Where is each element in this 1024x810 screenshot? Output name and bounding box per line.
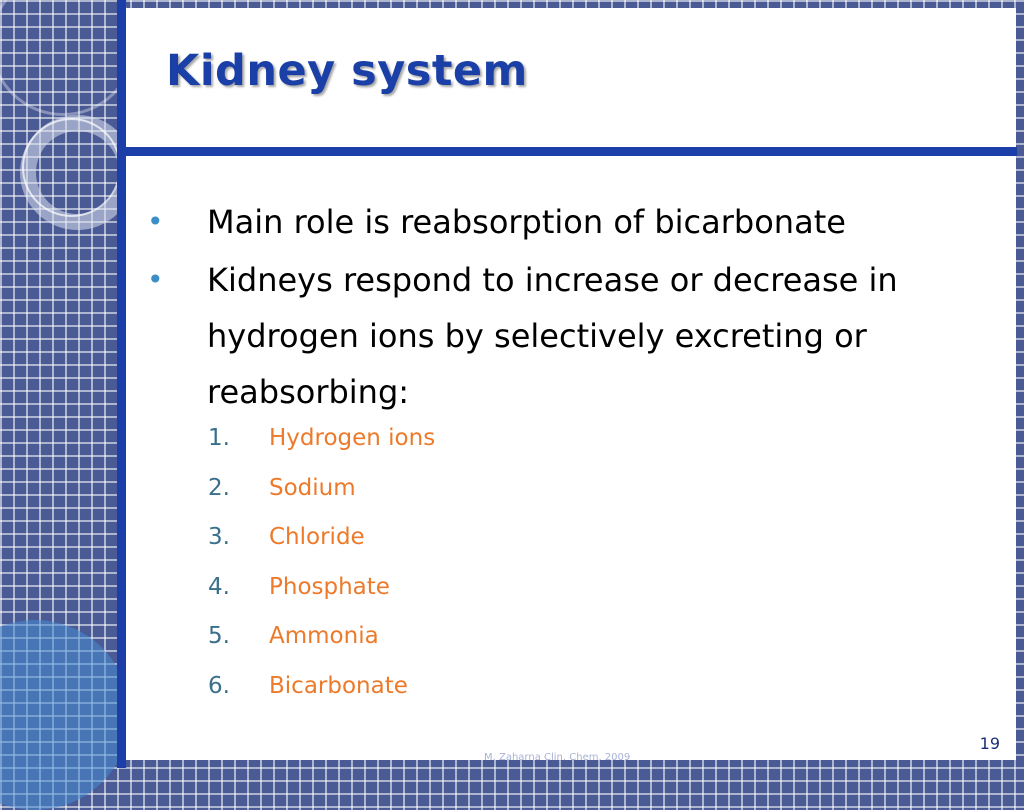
page-number: 19: [979, 734, 1000, 753]
list-label: Ammonia: [269, 623, 379, 649]
footer-credit: M. Zaharna Clin. Chem. 2009: [484, 752, 631, 763]
bullet-list: [144, 194, 994, 422]
title-area: [126, 8, 1016, 147]
list-number: 5.: [208, 623, 230, 649]
list-number: 6.: [208, 672, 230, 699]
bullet-text: Main role is reabsorption of bicarbonate: [207, 203, 846, 241]
vertical-accent-bar: [117, 0, 126, 768]
bullet-icon: •: [147, 205, 164, 238]
list-label: Hydrogen ions: [269, 425, 436, 451]
slide-title: Kidney system: [166, 46, 528, 96]
content-area: [126, 156, 1016, 763]
decorative-circle: [0, 620, 130, 810]
bullet-icon: •: [147, 263, 164, 296]
horizontal-accent-bar: [117, 147, 1017, 156]
list-number: 3.: [208, 524, 230, 550]
bullet-item: [144, 252, 994, 420]
list-number: 4.: [208, 573, 230, 600]
bullet-item: [144, 194, 994, 250]
decorative-ring: [0, 0, 136, 116]
list-label: Sodium: [269, 474, 356, 501]
list-label: Phosphate: [269, 573, 390, 600]
bullet-text: Kidneys respond to increase or decrease in hydrogen ions by selectively excreting or reabsorbing:: [207, 261, 898, 411]
list-number: 2.: [208, 474, 230, 501]
list-label: Bicarbonate: [269, 672, 408, 699]
decorative-ring: [22, 118, 121, 217]
list-number: 1.: [208, 425, 230, 451]
list-label: Chloride: [269, 524, 365, 550]
